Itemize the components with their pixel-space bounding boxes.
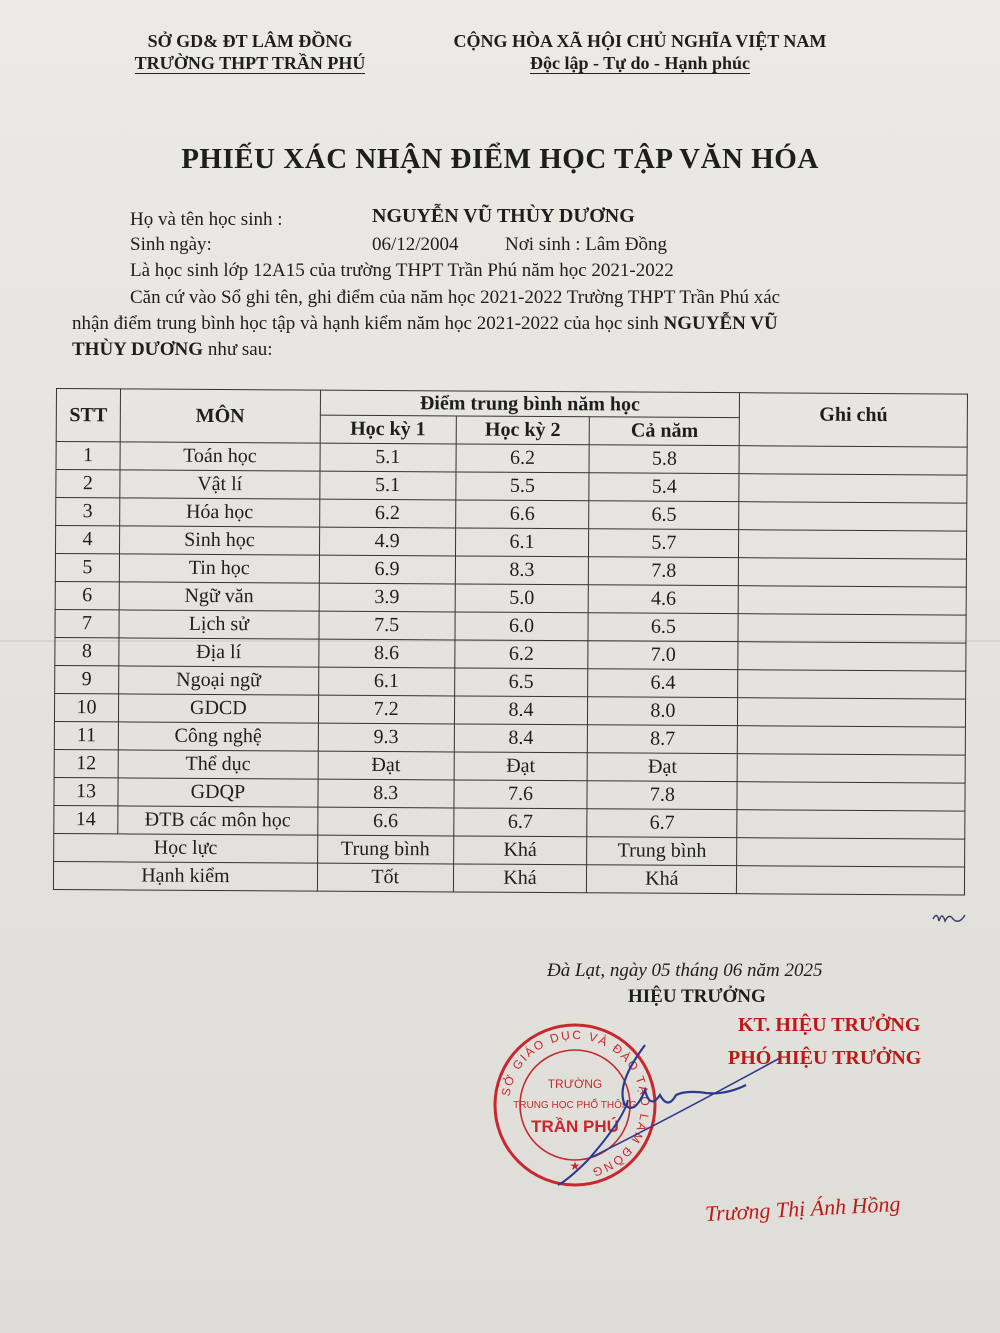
- row-hk2: 6.2: [454, 640, 588, 669]
- row-subject: Ngoại ngữ: [119, 666, 319, 695]
- row-subject: Địa lí: [119, 638, 319, 667]
- nation-name: CỘNG HÒA XÃ HỘI CHỦ NGHĨA VIỆT NAM: [453, 31, 827, 51]
- initial-mark: [930, 905, 980, 927]
- row-year: 5.8: [589, 445, 739, 474]
- row-year: 5.4: [589, 473, 739, 502]
- row-stt: 14: [54, 805, 118, 833]
- document-title: PHIẾU XÁC NHẬN ĐIỂM HỌC TẬP VĂN HÓA: [181, 143, 819, 175]
- row-year: 7.8: [589, 557, 739, 586]
- row-year: 5.7: [589, 529, 739, 558]
- table-header-row-1: [56, 389, 967, 420]
- hoc-luc-hk1: Trung bình: [317, 835, 453, 864]
- row-hk1: 7.2: [318, 695, 454, 724]
- row-hk1: 6.2: [319, 499, 455, 528]
- row-hk2: 6.5: [454, 668, 588, 697]
- row-subject: Công nghệ: [118, 722, 318, 751]
- header-hk1: Học kỳ 1: [320, 415, 456, 444]
- row-hk1: 4.9: [319, 527, 455, 556]
- basis-name-part1: NGUYỄN VŨ: [663, 313, 778, 334]
- header-hk2: Học kỳ 2: [456, 416, 590, 445]
- row-hk2: 8.4: [454, 696, 588, 725]
- basis-line-2: [72, 312, 778, 336]
- row-year: Đạt: [588, 753, 738, 782]
- row-subject: Sinh học: [119, 526, 319, 555]
- hanh-kiem-row: [53, 861, 964, 895]
- row-hk1: 6.1: [318, 667, 454, 696]
- hoc-luc-hk2: Khá: [453, 836, 587, 865]
- principal-title: HIỆU TRƯỞNG: [628, 986, 766, 1007]
- row-note: [738, 614, 966, 643]
- row-year: 7.8: [587, 781, 737, 810]
- stamp-line-3: TRẦN PHÚ: [531, 1117, 619, 1136]
- row-hk2: 8.4: [454, 724, 588, 753]
- stamp-line-1: TRƯỜNG: [547, 1077, 603, 1091]
- row-year: 6.5: [589, 501, 739, 530]
- signer-name: Trương Thị Ánh Hồng: [704, 1190, 901, 1227]
- class-line: Là học sinh lớp 12A15 của trường THPT Trần Phú năm học 2021-2022: [130, 260, 674, 281]
- row-hk2: 6.6: [455, 500, 589, 529]
- row-stt: 10: [54, 693, 118, 721]
- row-hk2: 6.1: [455, 528, 589, 557]
- row-note: [737, 782, 965, 811]
- vice-title: PHÓ HIỆU TRƯỞNG: [728, 1047, 922, 1069]
- row-hk1: 9.3: [318, 723, 454, 752]
- hanh-kiem-label: Hạnh kiểm: [53, 861, 317, 891]
- row-year: 8.7: [588, 725, 738, 754]
- row-stt: 3: [56, 498, 120, 526]
- row-note: [739, 446, 967, 475]
- row-subject: Vật lí: [120, 470, 320, 499]
- row-note: [738, 586, 966, 615]
- row-hk1: 3.9: [319, 583, 455, 612]
- row-note: [738, 726, 966, 755]
- row-hk2: 6.2: [456, 444, 590, 473]
- row-stt: 6: [55, 581, 119, 609]
- hanh-kiem-note: [737, 866, 965, 895]
- row-hk2: 5.5: [455, 472, 589, 501]
- row-hk1: 8.6: [319, 639, 455, 668]
- row-stt: 5: [55, 553, 119, 581]
- handwritten-signature: [547, 1030, 800, 1190]
- row-subject: Hóa học: [120, 498, 320, 527]
- student-name: NGUYỄN VŨ THÙY DƯƠNG: [372, 205, 635, 227]
- row-note: [738, 670, 966, 699]
- row-year: 4.6: [589, 585, 739, 614]
- row-hk2: Đạt: [454, 752, 588, 781]
- row-subject: Lịch sử: [119, 610, 319, 639]
- hanh-kiem-hk1: Tốt: [317, 863, 453, 892]
- row-hk2: 7.6: [454, 780, 588, 809]
- row-hk1: 7.5: [319, 611, 455, 640]
- header-left: [100, 30, 400, 74]
- kt-title: KT. HIỆU TRƯỞNG: [738, 1014, 921, 1036]
- row-hk1: 5.1: [320, 471, 456, 500]
- basis-name-part2: THÙY DƯƠNG: [72, 339, 204, 360]
- row-subject: GDCD: [118, 694, 318, 723]
- row-hk1: 5.1: [320, 443, 456, 472]
- row-stt: 2: [56, 470, 120, 498]
- row-hk2: 6.7: [453, 808, 587, 837]
- header-subject: MÔN: [120, 389, 320, 443]
- row-stt: 11: [54, 721, 118, 749]
- stamp-star-icon: ★: [569, 1159, 581, 1173]
- row-stt: 9: [55, 665, 119, 693]
- row-year: 6.4: [588, 669, 738, 698]
- row-stt: 7: [55, 609, 119, 637]
- row-hk2: 8.3: [455, 556, 589, 585]
- name-label: Họ và tên học sinh :: [130, 209, 283, 230]
- row-note: [738, 698, 966, 727]
- basis-text: nhận điểm trung bình học tập và hạnh kiểm năm học 2021-2022 của học sinh: [72, 313, 664, 334]
- row-year: 7.0: [588, 641, 738, 670]
- basis-tail: như sau:: [203, 339, 273, 360]
- row-hk1: 6.9: [319, 555, 455, 584]
- hanh-kiem-year: Khá: [587, 865, 737, 894]
- row-note: [739, 502, 967, 531]
- row-hk1: 8.3: [318, 779, 454, 808]
- row-note: [737, 810, 965, 839]
- place-date: Đà Lạt, ngày 05 tháng 06 năm 2025: [547, 960, 823, 981]
- hoc-luc-year: Trung bình: [587, 837, 737, 866]
- row-hk1: Đạt: [318, 751, 454, 780]
- row-note: [739, 530, 967, 559]
- row-subject: Thể dục: [118, 750, 318, 779]
- row-subject: Toán học: [120, 442, 320, 471]
- basis-line-1: Căn cứ vào Sổ ghi tên, ghi điểm của năm học 2021-2022 Trường THPT Trần Phú xác: [130, 287, 781, 308]
- grades-table: [53, 388, 968, 896]
- header-stt: STT: [56, 389, 120, 442]
- row-year: 8.0: [588, 697, 738, 726]
- row-hk2: 5.0: [455, 584, 589, 613]
- row-year: 6.7: [587, 809, 737, 838]
- row-note: [738, 642, 966, 671]
- header-right: [420, 30, 860, 74]
- row-year: 6.5: [588, 613, 738, 642]
- header-note: Ghi chú: [739, 393, 967, 447]
- stamp-ring-text: SỞ GIÁO DỤC VÀ ĐÀO TẠO LÂM ĐỒNG: [498, 1027, 653, 1180]
- row-stt: 8: [55, 637, 119, 665]
- row-stt: 12: [54, 749, 118, 777]
- hanh-kiem-hk2: Khá: [453, 864, 587, 893]
- motto: Độc lập - Tự do - Hạnh phúc: [529, 53, 751, 73]
- hoc-luc-note: [737, 838, 965, 867]
- row-subject: Ngữ văn: [119, 582, 319, 611]
- dob-value: 06/12/2004: [372, 234, 459, 255]
- dob-label: Sinh ngày:: [130, 234, 212, 255]
- row-subject: ĐTB các môn học: [118, 806, 318, 835]
- row-subject: GDQP: [118, 778, 318, 807]
- row-note: [737, 754, 965, 783]
- row-stt: 1: [56, 442, 120, 470]
- header-year: Cả năm: [590, 417, 740, 446]
- grade-rows: [54, 442, 967, 840]
- row-hk2: 6.0: [455, 612, 589, 641]
- row-note: [739, 474, 967, 503]
- stamp-line-2: TRUNG HỌC PHỔ THÔNG: [513, 1100, 637, 1111]
- dept-name: SỞ GD& ĐT LÂM ĐỒNG: [147, 31, 353, 51]
- row-hk1: 6.6: [317, 807, 453, 836]
- hoc-luc-label: Học lực: [54, 833, 318, 863]
- row-note: [739, 558, 967, 587]
- row-stt: 13: [54, 777, 118, 805]
- basis-line-3: [72, 338, 272, 362]
- birthplace: Nơi sinh : Lâm Đồng: [505, 234, 668, 255]
- row-stt: 4: [55, 526, 119, 554]
- header-group: Điểm trung bình năm học: [320, 390, 740, 418]
- school-name: TRƯỜNG THPT TRẦN PHÚ: [134, 53, 366, 73]
- row-subject: Tin học: [119, 554, 319, 583]
